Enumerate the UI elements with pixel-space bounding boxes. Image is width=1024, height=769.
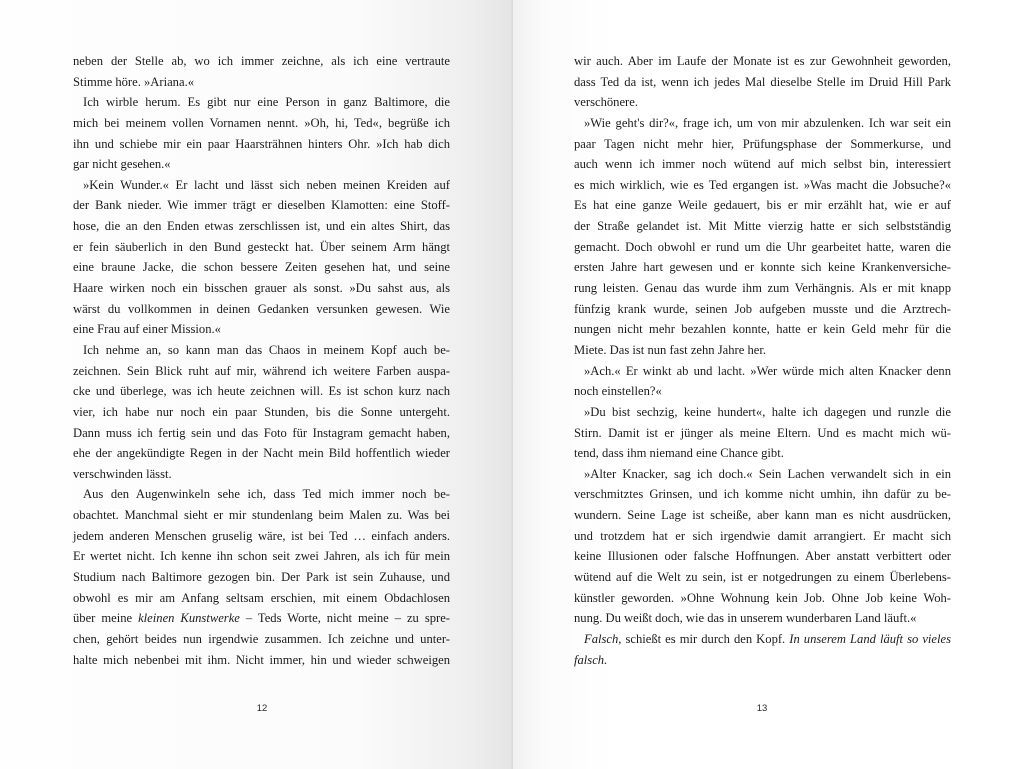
line-text: wundern. Seine Lage ist scheiße, aber kann man es nicht ausdrücken, [574,508,951,523]
line-text: tend, dass ihm niemand eine Chance gibt. [574,446,784,461]
line-text: wärst du vollkommen in deinen Gedanken versunken gewesen. Wie [73,301,450,316]
line-text: er fein säuberlich in den Bund gesteckt hat. Über seinem Arm hängt [73,239,450,254]
line-text: Stimme höre. »Ariana.« [73,74,195,89]
text-line [73,464,450,485]
left-page-text [73,51,450,670]
line-text: mich bei meinem vollen Vornamen nennt. »Oh, hi, Ted«, begrüße ich [73,115,450,130]
line-text: »Ach.« Er winkt ab und lacht. »Wer würde mich alten Knacker denn [584,363,951,378]
line-text: verschönere. [574,95,638,110]
page-number-right: 13 [756,703,768,714]
line-text: noch einstellen?« [574,384,662,399]
italic-text: Falsch [584,631,619,646]
text-line [574,299,951,320]
text-line [73,484,450,505]
text-line [73,216,450,237]
text-line [73,650,450,671]
line-text: vier, ich habe nur noch ein paar Stunden, bis die Sonne untergeht. [73,404,450,419]
line-text: Studium nach Baltimore gezogen bin. Der Park ist sein Zuhause, und [73,570,450,585]
line-text: fünfzig krank wurde, seinen Job aufgeben musste und die Arztrech- [574,301,951,316]
text-line [73,608,450,629]
text-line [73,154,450,175]
line-text: »Alter Knacker, sag ich doch.« Sein Lachen verwandelt sich in ein [584,466,951,481]
text-line [73,567,450,588]
italic-text: falsch. [574,652,608,667]
line-text: über meine [73,611,139,626]
text-line [73,443,450,464]
line-text: verschwinden lässt. [73,466,172,481]
line-text: »Kein Wunder.« Er lacht und lässt sich neben meinen Kreiden auf [83,177,450,192]
line-text: wütend auf die Welt zu sein, ist er notgedrungen zu einem Überlebens- [574,570,951,585]
text-line [574,505,951,526]
line-text: es mich wirklich, wie es Ted ergangen ist. »Was macht die Jobsuche?« [574,177,951,192]
text-line [574,464,951,485]
text-line [574,278,951,299]
line-text: Dann muss ich fertig sein und das Foto für Instagram gemacht haben, [73,425,450,440]
right-page-text [574,51,951,670]
text-line [73,319,450,340]
text-line [574,361,951,382]
line-text: – Teds Worte, nicht meine – zu spre- [239,611,450,626]
text-line [73,505,450,526]
text-line [73,629,450,650]
line-text: eine Frau auf einer Mission.« [73,322,221,337]
text-line [574,340,951,361]
line-text: und trotzdem hat er sich irgendwie damit arrangiert. Er macht sich [574,528,951,543]
line-text: »Wie geht's dir?«, frage ich, um von mir abzulenken. Ich war seit ein [584,115,951,130]
italic-text: In unserem Land läuft so vieles [789,631,951,646]
text-line [574,650,951,671]
text-line [574,92,951,113]
line-text: Haare wirken noch ein bisschen grauer als sonst. »Du sahst aus, als [73,281,450,296]
line-text: obachtet. Manchmal sieht er mir stundenlang beim Malen zu. Was bei [73,508,450,523]
text-line [574,195,951,216]
line-text: paar Tagen nicht mehr hier, Prüfungsphase der Sommerkurse, und [574,136,951,151]
line-text: künstler geworden. »Ohne Wohnung kein Job. Ohne Job keine Woh- [574,590,951,605]
line-text: keine Illusionen oder falsche Hoffnungen. Aber anstatt verbittert oder [574,549,951,564]
text-line [574,629,951,650]
line-text: gar nicht gesehen.« [73,157,171,172]
text-line [574,257,951,278]
text-line [574,51,951,72]
line-text: obwohl es mir am Anfang seltsam erschien, mit einem Obdachlosen [73,590,450,605]
line-text: Es hat eine ganze Weile gedauert, bis er mir erzählt hat, wie er auf [574,198,951,213]
line-text: ersten Jahre hart gewesen und er konnte sich keine Krankenversiche- [574,260,951,275]
line-text: Er wertet nicht. Ich kenne ihn schon seit zwei Jahren, als ich für mein [73,549,450,564]
line-text: , schießt es mir durch den Kopf. [618,631,790,646]
text-line [73,402,450,423]
line-text: cke und überlege, was ich heute zeichnen will. Es ist schon kurz nach [73,384,450,399]
line-text: nung. Du weißt doch, wie das in unserem wunderbaren Land läuft.« [574,611,917,626]
line-text: hose, die an den Enden etwas zerschlissen ist, und ein altes Shirt, das [73,219,450,234]
text-line [574,526,951,547]
text-line [73,113,450,134]
right-page [513,0,1024,769]
line-text: halte mich nebenbei mit ihm. Nicht immer, hin und wieder schweigen [73,652,450,667]
text-line [73,340,450,361]
text-line [73,72,450,93]
text-line [574,381,951,402]
text-line [574,402,951,423]
text-line [73,195,450,216]
line-text: Aus den Augenwinkeln sehe ich, dass Ted mich immer noch be- [83,487,450,502]
text-line [574,319,951,340]
line-text: jedem anderen Menschen gruselig wäre, ist bei Ted … einfach anders. [73,528,450,543]
text-line [73,51,450,72]
text-line [574,175,951,196]
line-text: chen, gehört beides nun irgendwie zusammen. Ich zeichne und unter- [73,631,450,646]
line-text: nungen nicht mehr bezahlen konnte, hatte er kein Geld mehr für die [574,322,951,337]
line-text: ihn und schiebe mir ein paar Haarsträhnen hinters Ohr. »Ich hab dich [73,136,450,151]
text-line [73,546,450,567]
line-text: gemacht. Doch obwohl er rund um die Uhr gearbeitet hatte, waren die [574,239,951,254]
line-text: dass Ted da ist, wenn ich jedes Mal dieselbe Stelle im Druid Hill Park [574,74,951,89]
line-text: neben der Stelle ab, wo ich immer zeichne, als ich eine vertraute [73,54,450,68]
text-line [73,381,450,402]
line-text: verschmitztes Grinsen, und ich komme nicht umhin, ihn dafür zu be- [574,487,951,502]
text-line [73,237,450,258]
text-line [574,608,951,629]
line-text: ehe der angekündigte Regen in der Nacht mein Bild hoffentlich wieder [73,446,450,461]
text-line [574,484,951,505]
text-line [73,257,450,278]
text-line [574,134,951,155]
line-text: Miete. Das ist nun fast zehn Jahre her. [574,342,766,357]
text-line [574,216,951,237]
line-text: eine braune Jacke, die schon bessere Zeiten gesehen hat, und seine [73,260,450,275]
text-line [73,134,450,155]
line-text: der Bank nieder. Wie immer trägt er dieselben Klamotten: eine Stoff- [73,198,450,213]
text-line [574,423,951,444]
text-line [574,546,951,567]
text-line [574,237,951,258]
line-text: Ich nehme an, so kann man das Chaos in meinem Kopf auch be- [83,342,450,357]
italic-text: kleinen Kunstwerke [138,611,240,626]
text-line [73,175,450,196]
text-line [574,154,951,175]
line-text: »Du bist sechzig, keine hundert«, halte ich dagegen und runzle die [584,404,951,419]
line-text: rung leisten. Genau das wurde ihm zum Verhängnis. Als er mit knapp [574,281,951,296]
text-line [73,299,450,320]
text-line [574,567,951,588]
line-text: wir auch. Aber im Laufe der Monate ist es zur Gewohnheit geworden, [574,54,951,68]
text-line [574,72,951,93]
text-line [73,526,450,547]
line-text: der Straße gelandet ist. Mit Mitte vierzig hatte er sich selbstständig [574,219,951,234]
text-line [574,588,951,609]
text-line [73,588,450,609]
text-line [574,443,951,464]
text-line [73,92,450,113]
page-number-left: 12 [256,703,268,714]
line-text: Ich wirble herum. Es gibt nur eine Person in ganz Baltimore, die [83,95,450,110]
line-text: Stirn. Damit ist er jünger als meine Eltern. Und es macht mich wü- [574,425,951,440]
line-text: auch wenn ich immer noch wütend auf mich selbst bin, interessiert [574,157,951,172]
line-text: zeichnen. Sein Blick ruht auf mir, während ich weitere Farben auspa- [73,363,450,378]
text-line [73,361,450,382]
text-line [73,423,450,444]
text-line [574,113,951,134]
text-line [73,278,450,299]
